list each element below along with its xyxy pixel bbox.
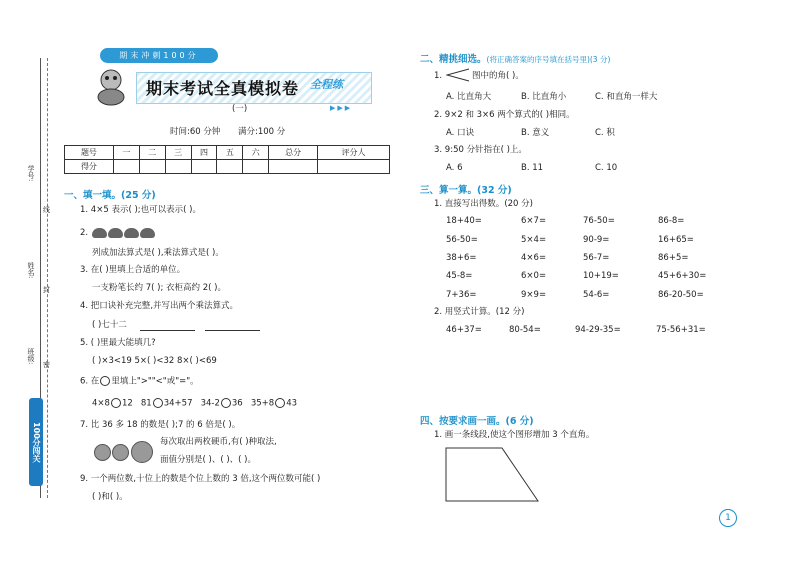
s2-q2: 2. 9×2 和 3×6 两个算式的( )相同。 [434,110,575,120]
s4-q1: 1. 画一条线段,使这个图形增加 3 个直角。 [434,430,595,440]
seal-word-xian: 线 [43,206,50,214]
steamed-buns-illustration [92,222,156,241]
option[interactable]: C. 10 [595,163,618,173]
section1-heading: 一、填一填。(25 分) [64,190,156,201]
score-input-cell[interactable] [217,160,243,174]
compare-circle-input[interactable] [111,398,121,408]
s1-q3: 3. 在( )里填上合适的单位。 [80,265,186,275]
calc-item: 10+19= [583,271,619,281]
student-number-label: 学号: [27,165,35,182]
seal-line [47,58,48,498]
s1-q6-items: 4×8 12 81 34+57 34-2 36 35+8 43 [92,398,298,409]
time-limit: 时间:60 分钟 [170,127,221,137]
calc-item: 76-50= [583,216,615,226]
option[interactable]: A. 口诀 [446,128,475,138]
calc-item: 86-8= [658,216,685,226]
coin-icon [131,441,153,463]
s1-q5: 5. ( )里最大能填几? [80,338,156,348]
option[interactable]: B. 11 [521,163,544,173]
s1-q5-items: ( )×3<19 5×( )<32 8×( )<69 [92,356,217,366]
table-cell: 题号 [65,146,114,160]
trapezoid-figure[interactable] [444,446,540,508]
table-cell: 五 [217,146,243,160]
coin-icon [94,444,111,461]
score-table-header-row [65,146,390,160]
exam-title: 期末考试全真模拟卷 [146,79,300,98]
option[interactable]: B. 比直角小 [521,92,567,102]
vertical-calc-item: 80-54= [509,325,541,335]
table-cell: 总分 [269,146,318,160]
s1-q8-line2: 面值分别是( )、( )、( )。 [160,455,257,465]
coin-icon [112,444,129,461]
s3-q1: 1. 直接写出得数。(20 分) [434,199,533,209]
s1-q9-line2: ( )和( )。 [92,492,128,502]
score-input-cell[interactable] [243,160,269,174]
calc-item: 5×4= [521,235,547,245]
option[interactable]: A. 6 [446,163,463,173]
score-table [64,145,390,174]
calc-item: 90-9= [583,235,610,245]
s2-q3: 3. 9:50 分针指在( )上。 [434,145,527,155]
seal-word-mi: 密 [43,361,50,369]
compare-circle-input[interactable] [221,398,231,408]
option[interactable]: C. 和直角一样大 [595,92,658,102]
page-number: 1 [719,509,737,527]
bun-icon [140,228,155,238]
calc-item: 7+36= [446,290,477,300]
section2-heading: 二、精挑细选。(将正确答案的序号填在括号里)(3 分) [420,54,611,65]
table-cell: 评分人 [318,146,390,160]
option[interactable]: A. 比直角大 [446,92,492,102]
calc-item: 56-7= [583,253,610,263]
bun-icon [124,228,139,238]
s1-q8-line1: 每次取出两枚硬币,有( )种取法, [160,437,277,447]
s1-q4-rhyme: ( )七十二 [92,320,260,331]
decor-arrows: ▶▶▶ [330,104,353,112]
score-input-cell[interactable] [139,160,165,174]
calc-item: 45-8= [446,271,473,281]
calc-item: 9×9= [521,290,547,300]
compare-circle-icon [100,376,110,386]
brand-logo-vertical: 100分闯关 [29,398,43,486]
score-table-score-row [65,160,390,174]
calc-item: 54-6= [583,290,610,300]
vertical-calc-item: 75-56+31= [656,325,706,335]
calc-item: 56-50= [446,235,478,245]
brand-badge: 全程练 [310,78,343,91]
answer-blank[interactable] [140,321,195,331]
s1-q4: 4. 把口诀补充完整,并写出两个乘法算式。 [80,301,239,311]
s2-q1-number: 1. [434,71,443,81]
option[interactable]: B. 意义 [521,128,550,138]
table-cell: 三 [165,146,191,160]
vertical-calc-item: 94-29-35= [575,325,621,335]
calc-item: 45+6+30= [658,271,707,281]
score-input-cell[interactable] [269,160,318,174]
score-input-cell[interactable] [165,160,191,174]
s1-q6: 6. 在 里填上">""<"或"="。 [80,376,199,387]
calc-item: 4×6= [521,253,547,263]
mascot-illustration [92,66,130,106]
bun-icon [108,228,123,238]
section4-heading: 四、按要求画一画。(6 分) [420,416,534,427]
calc-item: 86+5= [658,253,689,263]
s1-q2-text: 列成加法算式是( ),乘法算式是( )。 [92,248,224,258]
s1-q2-number: 2. [80,228,89,238]
s3-q2: 2. 用竖式计算。(12 分) [434,307,525,317]
bun-icon [92,228,107,238]
header-tag: 期末冲刺100分 [100,48,218,63]
compare-circle-input[interactable] [153,398,163,408]
calc-item: 18+40= [446,216,482,226]
class-label: 班级: [27,348,35,365]
calc-item: 6×0= [521,271,547,281]
table-cell: 二 [139,146,165,160]
answer-blank[interactable] [205,321,260,331]
full-score: 满分:100 分 [238,127,286,137]
s1-q7: 7. 比 36 多 18 的数是( );7 的 6 倍是( )。 [80,420,241,430]
calc-item: 38+6= [446,253,477,263]
score-input-cell[interactable] [113,160,139,174]
compare-circle-input[interactable] [275,398,285,408]
section3-heading: 三、算一算。(32 分) [420,185,512,196]
table-cell: 四 [191,146,217,160]
table-cell: 一 [113,146,139,160]
s1-q9-line1: 9. 一个两位数,十位上的数是个位上数的 3 倍,这个两位数可能( ) [80,474,321,484]
calc-item: 86-20-50= [658,290,704,300]
exam-subtitle: (一) [232,104,248,114]
table-cell: 得分 [65,160,114,174]
calc-item: 6×7= [521,216,547,226]
s1-q3-items: 一支粉笔长约 7( ); 衣柜高约 2( )。 [92,283,226,293]
s1-q1: 1. 4×5 表示( );也可以表示( )。 [80,205,201,215]
score-input-cell[interactable] [191,160,217,174]
score-input-cell[interactable] [318,160,390,174]
table-cell: 六 [243,146,269,160]
s2-q1-text: 图中的角( )。 [472,71,524,81]
student-name-label: 姓名: [27,262,35,279]
vertical-calc-item: 46+37= [446,325,482,335]
calc-item: 16+65= [658,235,694,245]
seal-word-feng: 封 [43,286,50,294]
option[interactable]: C. 积 [595,128,615,138]
angle-figure [446,67,470,86]
